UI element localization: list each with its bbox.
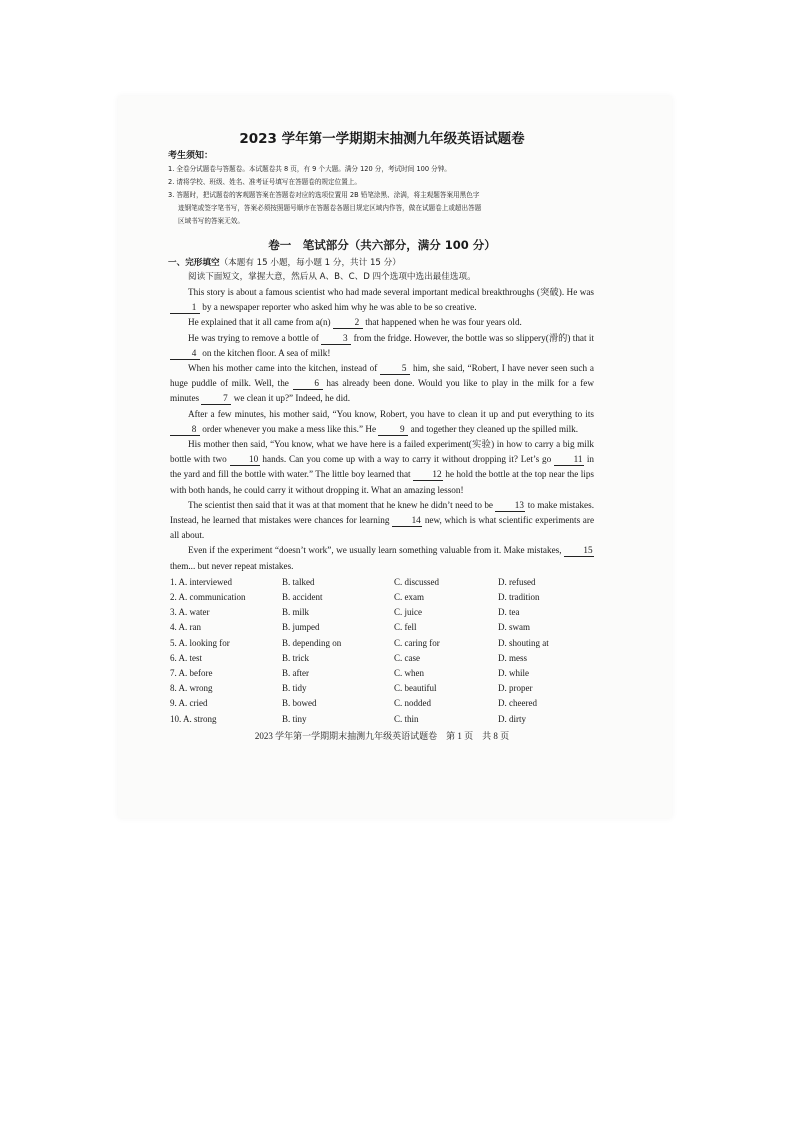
option-choice: D. swam [498,622,530,633]
option-choice: C. beautiful [394,683,437,694]
option-choice: 6. A. test [170,652,203,663]
option-choice: B. depending on [282,637,342,648]
notice-item: 区域书写的答案无效。 [178,217,244,225]
option-choice: B. after [282,668,309,679]
part-heading [168,256,594,270]
passage-text: He explained that it all came from a(n) [188,317,331,328]
passage-paragraph [170,331,594,361]
option-choice: B. jumped [282,622,320,633]
passage-paragraph [170,437,594,498]
option-choice: B. milk [282,607,310,618]
passage-text: The scientist then said that it was at that moment that he knew he didn’t need to be [188,499,493,510]
option-choice: B. trick [282,652,309,663]
option-row [170,605,600,620]
page-footer: 2023 学年第一学期期末抽测九年级英语试题卷 第 1 页 共 8 页 [254,730,510,741]
option-choice: C. thin [394,713,419,724]
option-choice: D. mess [498,652,527,663]
passage-text: new, which is what scientific experiments are all about. [170,515,595,541]
option-row [170,590,600,605]
passage-text: Even if the experiment “doesn’t work”, we usually learn something valuable from it. Make mistakes, [188,545,562,556]
part-label: 一、完形填空 [168,258,220,268]
passage-text: he hold the bottle at the top near the lips with both hands, he could carry it without dropping it. What an amazing lesson! [170,469,595,495]
option-choice: 1. A. interviewed [170,576,232,587]
option-choice: D. tea [498,607,520,618]
blank-8: 8 [170,424,200,436]
option-choice: D. refused [498,576,536,587]
option-choice: C. when [394,668,424,679]
blank-4: 4 [170,348,200,360]
passage-text: He was trying to remove a bottle of [188,332,319,343]
exam-page-content [170,130,594,744]
passage-text: that happened when he was four years old. [365,317,522,328]
passage-text: order whenever you make a mess like this.” He [202,423,377,434]
option-choice: B. accident [282,592,323,603]
option-choice: C. juice [394,607,422,618]
option-choice: C. caring for [394,637,440,648]
option-row [170,681,600,696]
notice-item: 1. 全卷分试题卷与答题卷。本试题卷共 8 页，有 9 个大题。满分 120 分，考试时间 100 分钟。 [168,165,451,173]
notice-list [168,163,594,228]
option-choice: B. talked [282,576,315,587]
section-title: 卷一 笔试部分（共六部分，满分 100 分） [268,238,496,252]
notice-item: 迹钢笔或签字笔书写，答案必须按照题号顺序在答题卷各题目规定区域内作答，做在试题卷上或超出答题 [178,204,482,212]
part-description: （本题有 15 小题，每小题 1 分，共计 15 分） [219,258,401,268]
option-choice: B. bowed [282,698,317,709]
instruction: 阅读下面短文，掌握大意，然后从 A、B、C、D 四个选项中选出最佳选项。 [188,272,476,282]
option-row [170,651,600,666]
passage-text: His mother then said, “You know, what we have here is a failed experiment(实验) in how to carry a big milk bottle with two [170,439,594,465]
blank-9: 9 [378,424,408,436]
exam-title: 2023 学年第一学期期末抽测九年级英语试题卷 [239,131,525,147]
option-choice: C. nodded [394,698,431,709]
notice-item: 2. 请将学校、班级、姓名、准考证号填写在答题卷的规定位置上。 [168,178,362,186]
option-choice: 9. A. cried [170,698,208,709]
passage-text: him, she said, “Robert, I have never seen such a huge puddle of milk. Well, the [170,363,594,389]
passage-paragraph [170,498,594,544]
passage-text: When his mother came into the kitchen, instead of [188,363,378,374]
blank-11: 11 [554,454,584,466]
blank-7: 7 [201,393,231,405]
passage-text: and together they cleaned up the spilled milk. [410,423,579,434]
passage-paragraph [170,315,594,330]
option-choice: C. exam [394,592,424,603]
blank-5: 5 [380,363,410,375]
option-choice: 3. A. water [170,607,210,618]
option-choice: D. while [498,668,529,679]
option-choice: C. fell [394,622,417,633]
option-choice: D. tradition [498,592,540,603]
option-row [170,666,600,681]
option-choice: C. discussed [394,576,439,587]
option-choice: 4. A. ran [170,622,201,633]
option-row [170,712,600,727]
passage-paragraph [170,543,594,573]
passage-paragraph [170,285,594,315]
notice-heading: 考生须知： [168,151,214,161]
passage-text: This story is about a famous scientist who had made several important medical breakthroughs (突破). He was [188,287,594,297]
options-table [170,575,600,727]
blank-10: 10 [230,454,260,466]
passage-text: to make mistakes. Instead, he learned that mistakes were chances for learning [170,499,594,526]
passage-text: After a few minutes, his mother said, “You know, Robert, you have to clean it up and put everything to its [188,408,594,419]
blank-15: 15 [564,545,594,557]
option-choice: 8. A. wrong [170,683,213,694]
option-choice: D. proper [498,683,533,694]
passage-text: in the yard and fill the bottle with water.” The little boy learned that [170,454,595,480]
passage-paragraph [170,407,594,437]
option-row [170,636,600,651]
blank-1: 1 [170,302,200,314]
blank-12: 12 [413,469,443,481]
option-choice: 7. A. before [170,668,213,679]
option-row [170,696,600,711]
option-choice: D. shouting at [498,637,549,648]
option-choice: B. tidy [282,683,307,694]
blank-14: 14 [392,515,422,527]
blank-6: 6 [293,378,323,390]
passage-text: by a newspaper reporter who asked him why he was able to be so creative. [202,302,477,313]
option-choice: D. cheered [498,698,537,709]
option-choice: 10. A. strong [170,713,217,724]
option-choice: D. dirty [498,713,526,724]
passage-text: has already been done. Would you like to play in the milk for a few minutes [170,378,595,404]
option-row [170,620,600,635]
option-choice: C. case [394,652,420,663]
passage-text: we clean it up?” Indeed, he did. [233,393,351,404]
notice-item: 3. 答题时，把试题卷的客观题答案在答题卷对应的选项位置用 2B 铅笔涂黑、涂满，将主观题答案用黑色字 [168,191,480,199]
passage-text: hands. Can you come up with a way to carry it without dropping it? Let’s go [262,454,552,465]
option-choice: B. tiny [282,713,307,724]
option-choice: 5. A. looking for [170,637,230,648]
cloze-passage [170,285,594,574]
passage-text: on the kitchen floor. A sea of milk! [202,347,331,358]
option-row [170,575,600,590]
blank-3: 3 [321,333,351,345]
passage-paragraph [170,361,594,407]
passage-text: them... but never repeat mistakes. [170,560,294,571]
blank-13: 13 [495,500,525,512]
passage-text: from the fridge. However, the bottle was so slippery(滑的) that it [353,332,595,343]
blank-2: 2 [333,317,363,329]
option-choice: 2. A. communication [170,592,246,603]
